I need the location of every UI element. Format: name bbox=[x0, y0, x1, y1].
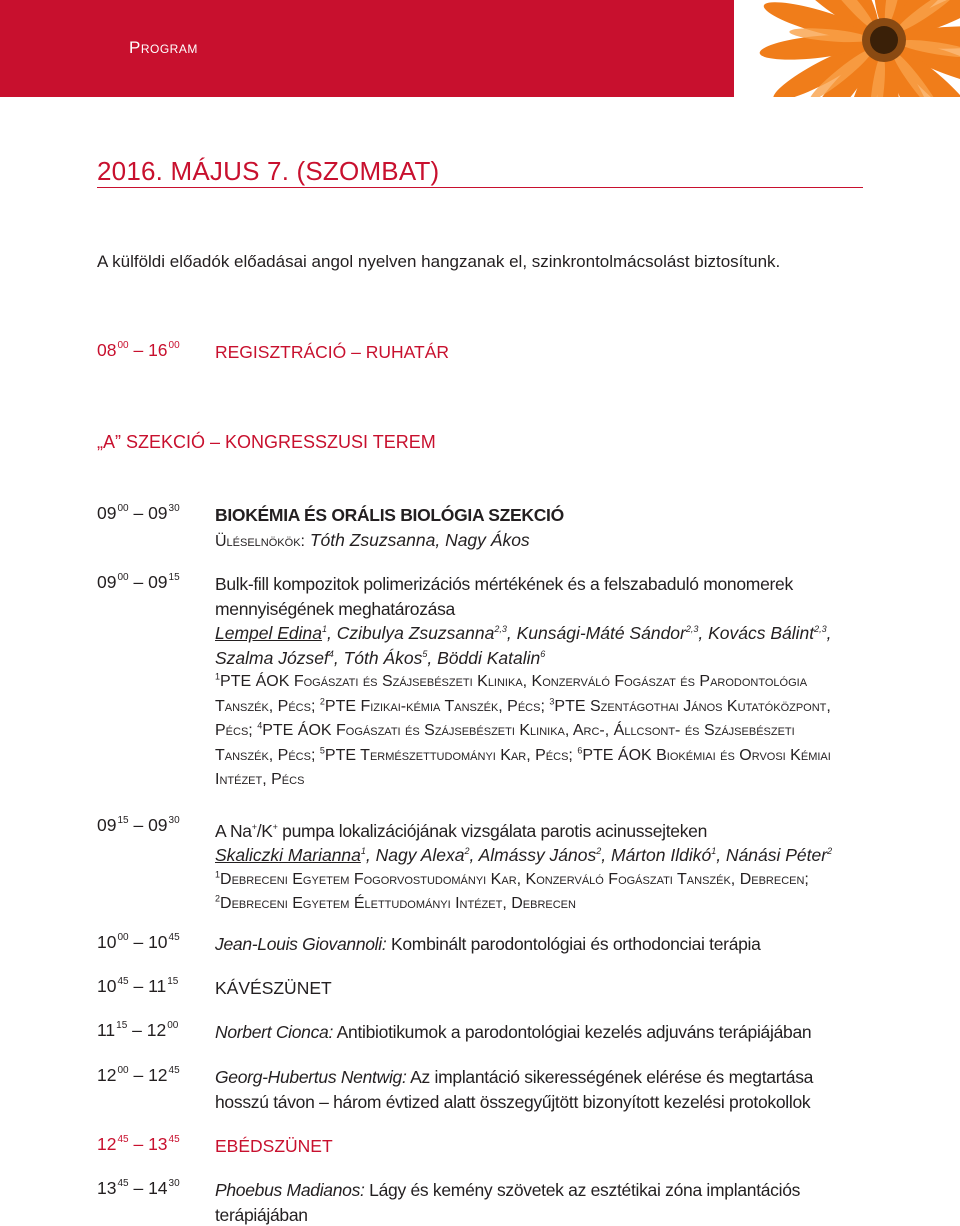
section-title: „A” SZEKCIÓ – KONGRESSZUSI TEREM bbox=[97, 432, 436, 452]
time-range: $13^{45} - 14^{30}$ bbox=[97, 1178, 180, 1198]
time-range: $10^{00} - 10^{45}$ bbox=[97, 932, 180, 952]
talk-affiliation: Tanszék, Pécs; $^2$PTE Fizikai-kémia Tanszék, Pécs; $^3$PTE Szentágothai János Kutatóközpont, bbox=[215, 696, 831, 715]
time-range: $11^{15} - 12^{00}$ bbox=[97, 1020, 179, 1040]
talk-title-cont: mennyiségének meghatározása bbox=[215, 598, 455, 619]
header-title: Program bbox=[129, 38, 198, 57]
flower-icon bbox=[734, 0, 960, 97]
talk-title: Kombinált parodontológiai és orthodonciai terápia bbox=[391, 934, 761, 954]
talk-affiliation: $^1$PTE ÁOK Fogászati és Szájsebészeti Klinika, Konzerváló Fogászat és Parodontológia bbox=[215, 671, 808, 690]
talk-affiliation: Intézet, Pécs bbox=[215, 771, 305, 788]
time-range: $09^{00} - 09^{30}$ bbox=[97, 503, 180, 523]
talk-content bbox=[215, 1065, 865, 1114]
talk-content bbox=[215, 932, 865, 957]
header-band bbox=[0, 0, 734, 97]
talk-affiliation: $^1$Debreceni Egyetem Fogorvostudományi Kar, Konzerváló Fogászati Tanszék, Debrecen; bbox=[215, 869, 809, 888]
talk-content bbox=[215, 572, 865, 793]
speaker-name: Norbert Cionca: bbox=[215, 1022, 334, 1042]
talk-content bbox=[215, 1020, 865, 1045]
talk-title: Lágy és kemény szövetek az esztétikai zóna implantációs bbox=[369, 1180, 801, 1200]
day-divider bbox=[97, 187, 863, 188]
talk-title: Bulk-fill kompozitok polimerizációs mértékének és a felszabaduló monomerek bbox=[215, 574, 793, 594]
talk-title: A Na+/K+ pumpa lokalizációjának vizsgálata parotis acinussejteken bbox=[215, 820, 708, 841]
talk-title-cont: terápiájában bbox=[215, 1204, 308, 1225]
time-range: $12^{00} - 12^{45}$ bbox=[97, 1065, 180, 1085]
session-content bbox=[215, 503, 865, 554]
session-title: BIOKÉMIA ÉS ORÁLIS BIOLÓGIA SZEKCIÓ bbox=[215, 505, 564, 525]
registration-label: REGISZTRÁCIÓ – RUHATÁR bbox=[215, 342, 450, 362]
talk-authors-cont: Szalma József$^4$, Tóth Ákos$^5$, Böddi Katalin$^6$ bbox=[215, 647, 546, 668]
talk-authors: Skaliczki Marianna$^1$, Nagy Alexa$^2$, Almássy János$^2$, Márton Ildikó$^1$, Nánási Péter$^2$ bbox=[215, 845, 833, 866]
talk-authors: Lempel Edina$^1$, Czibulya Zsuzsanna$^{2,3}$, Kunsági-Máté Sándor$^{2,3}$, Kovács Bálint$^{2,3}$, bbox=[215, 623, 832, 643]
time-range: $08^{00} - 16^{00}$ bbox=[97, 340, 180, 360]
talk-title: Az implantáció sikerességének elérése és megtartása bbox=[410, 1067, 814, 1087]
speaker-name: Georg-Hubertus Nentwig: bbox=[215, 1067, 407, 1087]
time-range: $10^{45} - 11^{15}$ bbox=[97, 976, 179, 996]
intro-text: A külföldi előadók előadásai angol nyelven hangzanak el, szinkrontolmácsolást biztosítunk. bbox=[97, 252, 781, 271]
talk-affiliation: $^2$Debreceni Egyetem Élettudományi Intézet, Debrecen bbox=[215, 894, 576, 913]
break-label: KÁVÉSZÜNET bbox=[215, 978, 332, 998]
talk-affiliation: Tanszék, Pécs; $^5$PTE Természettudományi Kar, Pécs; $^6$PTE ÁOK Biokémiai és Orvosi Kémiai bbox=[215, 745, 831, 764]
time-range: $12^{45} - 13^{45}$ bbox=[97, 1134, 180, 1154]
speaker-name: Phoebus Madianos: bbox=[215, 1180, 365, 1200]
break-label: EBÉDSZÜNET bbox=[215, 1136, 333, 1156]
talk-title: Antibiotikumok a parodontológiai kezelés adjuváns terápiájában bbox=[336, 1022, 812, 1042]
talk-affiliation: Pécs; $^4$PTE ÁOK Fogászati és Szájsebészeti Klinika, Arc-, Állcsont- és Szájsebészeti bbox=[215, 720, 795, 739]
talk-title-cont: hosszú távon – három évtized alatt összegyűjtött bizonyított kezelési protokollok bbox=[215, 1091, 811, 1112]
time-range: $09^{15} - 09^{30}$ bbox=[97, 815, 180, 835]
flower-image bbox=[734, 0, 960, 97]
talk-content bbox=[215, 815, 865, 917]
talk-content bbox=[215, 1178, 865, 1226]
time-range: $09^{00} - 09^{15}$ bbox=[97, 572, 180, 592]
day-title: 2016. MÁJUS 7. (SZOMBAT) bbox=[97, 156, 440, 186]
speaker-name: Jean-Louis Giovannoli: bbox=[215, 934, 387, 954]
session-chairs: Üléselnökök: Tóth Zsuzsanna, Nagy Ákos bbox=[215, 529, 530, 550]
